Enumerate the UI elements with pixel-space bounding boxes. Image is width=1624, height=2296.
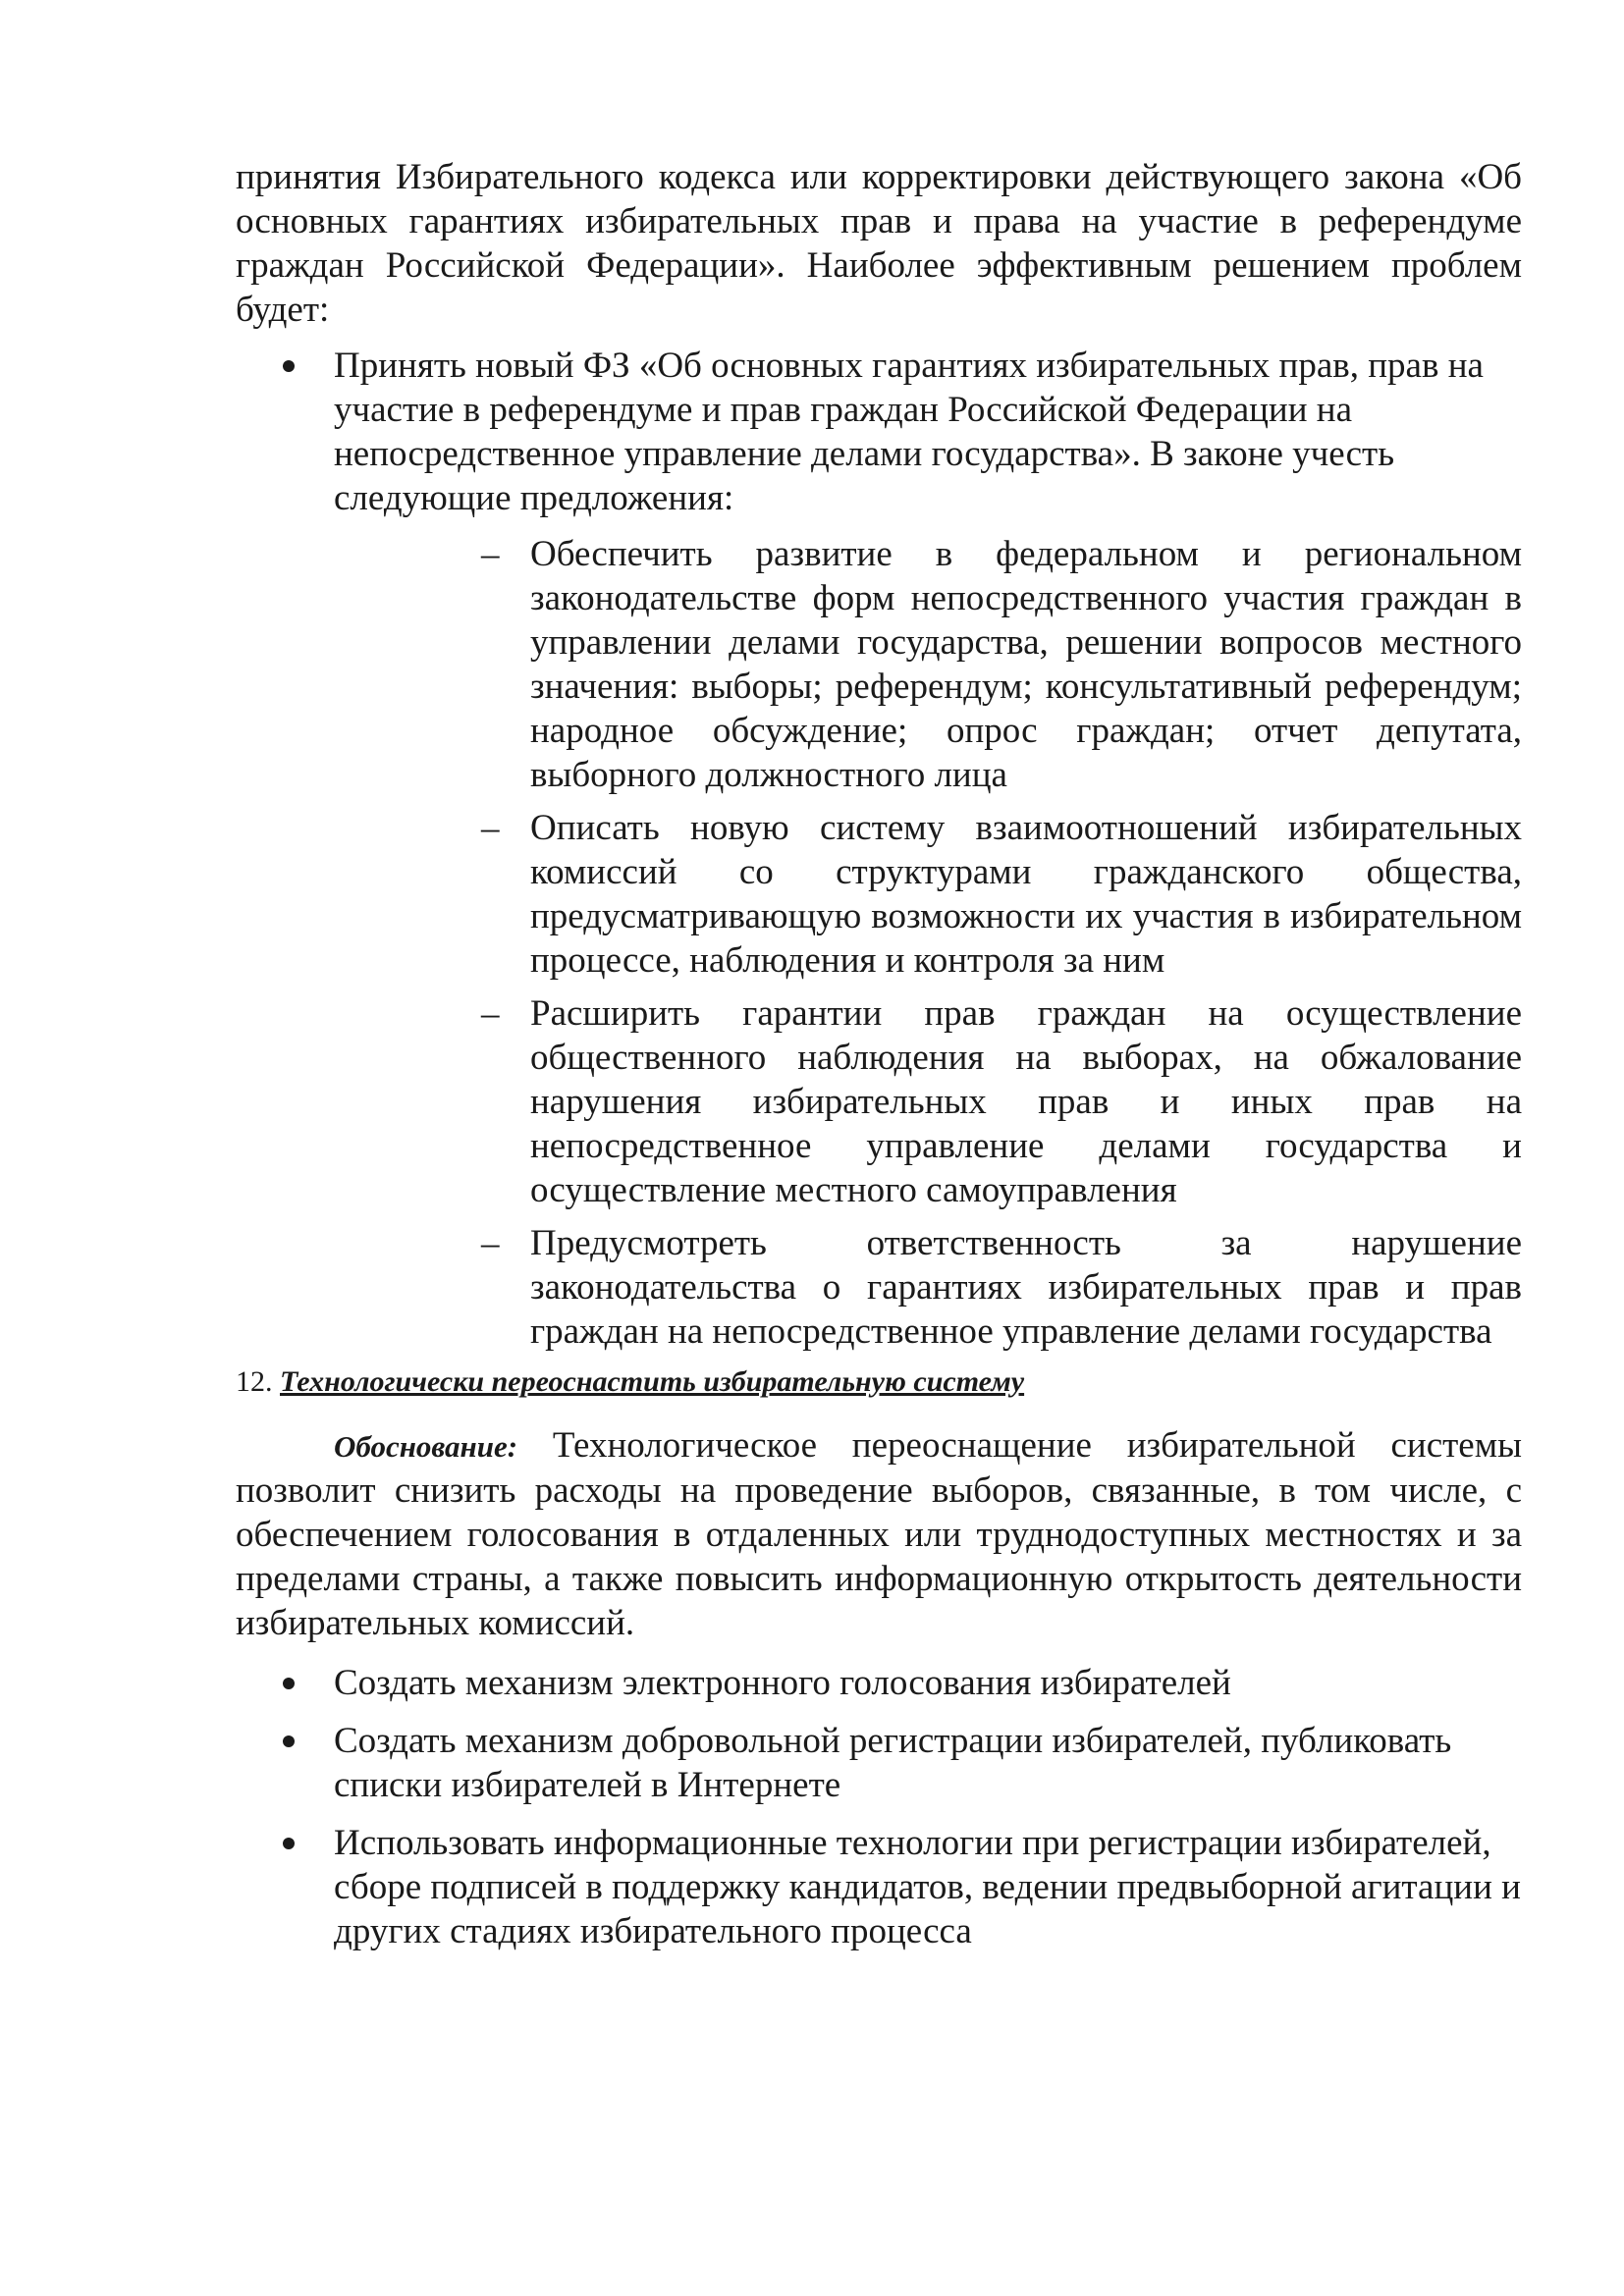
section-number: 12. bbox=[236, 1365, 273, 1398]
list-item bbox=[236, 1661, 1522, 1705]
list-item-text: Создать механизм добровольной регистрации избирателей, публиковать списки избирателей в Интернете bbox=[334, 1721, 1452, 1805]
bullet-icon bbox=[283, 1838, 295, 1849]
rationale-paragraph bbox=[236, 1423, 1522, 1645]
bullet-icon bbox=[283, 360, 295, 372]
list-item bbox=[236, 1719, 1522, 1807]
list-item bbox=[236, 1821, 1522, 1953]
bullet-icon bbox=[283, 1678, 295, 1689]
rationale-label: Обоснование: bbox=[334, 1429, 518, 1464]
dash-icon: – bbox=[481, 534, 500, 574]
bullet-icon bbox=[283, 1735, 295, 1747]
document-page bbox=[236, 155, 1522, 1967]
list-item bbox=[236, 991, 1522, 1212]
list-item-text: Предусмотреть ответственность за нарушение законодательства о гарантиях избирательных прав и прав граждан на непосредственное управление делами государства bbox=[530, 1223, 1522, 1352]
section-heading bbox=[236, 1362, 1522, 1402]
list-item-text: Создать механизм электронного голосования избирателей bbox=[334, 1663, 1231, 1703]
sub-proposal-list bbox=[236, 532, 1522, 1354]
list-item bbox=[236, 806, 1522, 983]
proposal-list bbox=[236, 344, 1522, 520]
dash-icon: – bbox=[481, 993, 500, 1034]
list-item bbox=[236, 532, 1522, 797]
dash-icon: – bbox=[481, 808, 500, 848]
list-item-text: Расширить гарантии прав граждан на осуществление общественного наблюдения на выборах, на обжалование нарушения избирательных прав и иных прав на непосредственное управление делами государства и осуществление местного самоуправления bbox=[530, 993, 1522, 1210]
list-item-text: Обеспечить развитие в федеральном и региональном законодательстве форм непосредственного участия граждан в управлении делами государства, решении вопросов местного значения: выборы; референдум; консультативный референдум; народное обсуждение; опрос граждан; отчет депутата, выборного должностного лица bbox=[530, 534, 1522, 795]
intro-paragraph: принятия Избирательного кодекса или корректировки действующего закона «Об основных гарантиях избирательных прав и права на участие в референдуме граждан Российской Федерации». Наиболее эффективным решением проблем будет: bbox=[236, 157, 1522, 330]
list-item bbox=[236, 1221, 1522, 1354]
technology-list bbox=[236, 1661, 1522, 1953]
list-item-text: Использовать информационные технологии при регистрации избирателей, сборе подписей в поддержку кандидатов, ведении предвыборной агитации и других стадиях избирательного процесса bbox=[334, 1823, 1521, 1951]
dash-icon: – bbox=[481, 1223, 500, 1263]
rationale-text: Технологическое переоснащение избирательной системы позволит снизить расходы на проведение выборов, связанные, в том числе, с обеспечением голосования в отдаленных или труднодоступных местностях и за пределами страны, а также повысить информационную открытость деятельности избирательных комиссий. bbox=[236, 1425, 1522, 1643]
list-item bbox=[236, 344, 1522, 520]
section-title: Технологически переоснастить избирательную систему bbox=[280, 1365, 1025, 1398]
list-item-text: Описать новую систему взаимоотношений избирательных комиссий со структурами гражданского общества, предусматривающую возможности их участия в избирательном процессе, наблюдения и контроля за ним bbox=[530, 808, 1522, 981]
list-item-text: Принять новый ФЗ «Об основных гарантиях избирательных прав, прав на участие в референдуме и прав граждан Российской Федерации на непосредственное управление делами государства». В законе учесть следующие предложения: bbox=[334, 346, 1484, 518]
